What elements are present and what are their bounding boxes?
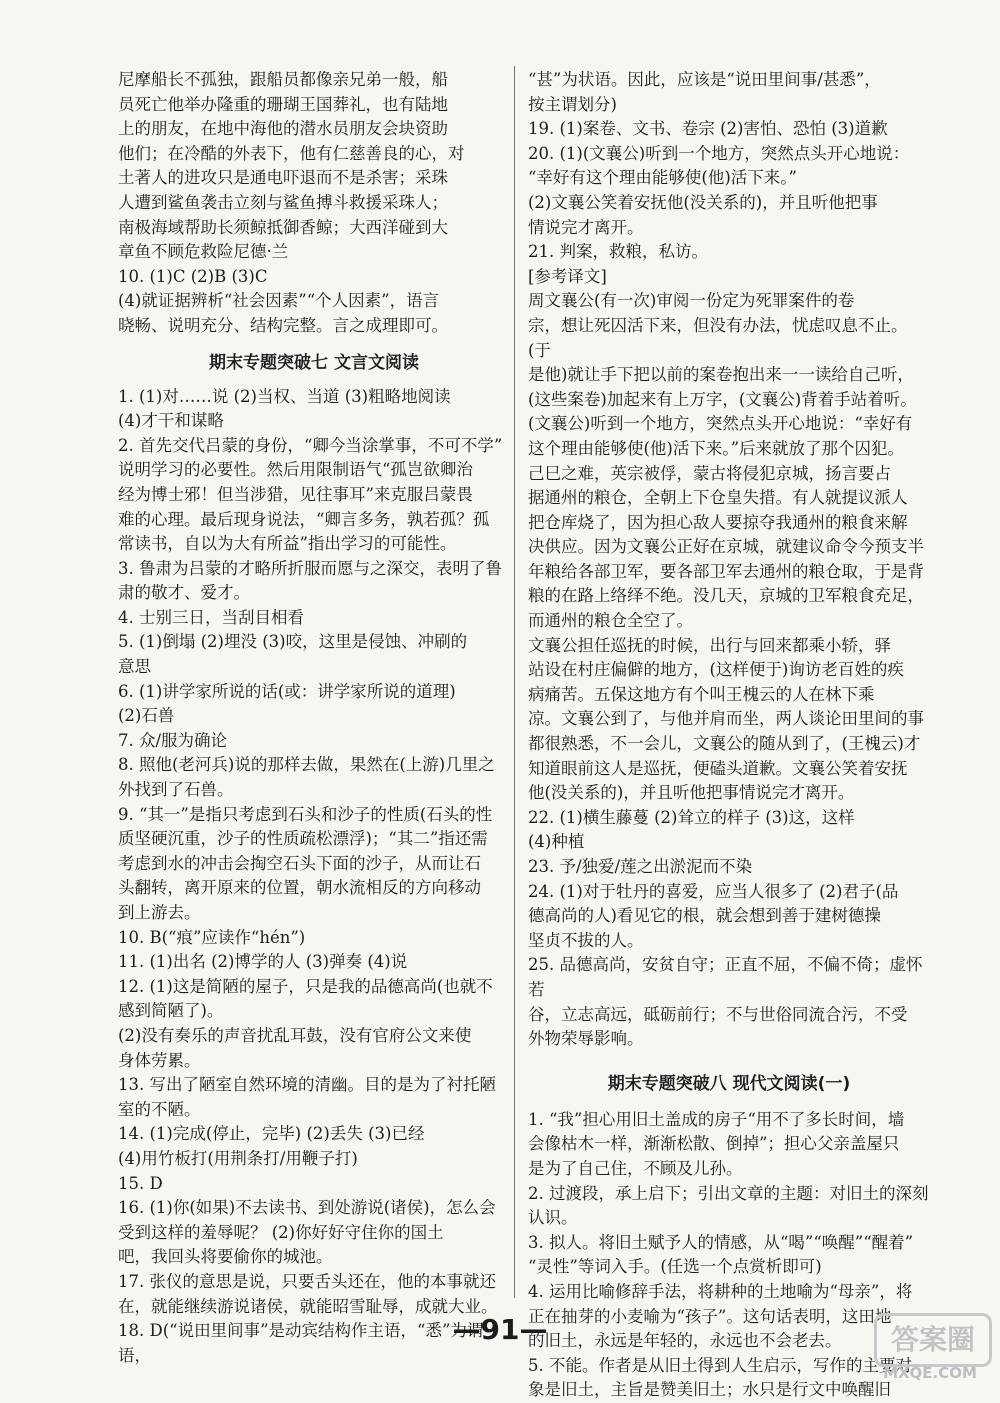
text-line: 南极海域帮助长须鲸抵御香鲸；大西洋碰到大 bbox=[118, 217, 448, 237]
text-line: 坚贞不拔的人。 bbox=[528, 930, 644, 950]
text-line: (2)没有奏乐的声音扰乱耳鼓，没有官府公文来使 bbox=[118, 1025, 472, 1045]
text-line: 他(没关系的)，并且听他把事情说完才离开。 bbox=[528, 783, 855, 803]
text-line: 据通州的粮仓，全朝上下仓皇失措。有人就提议派人 bbox=[528, 488, 908, 508]
text-line: 感到简陋了)。 bbox=[118, 1001, 224, 1021]
text-line: “甚”为状语。因此，应该是“说田里间事/甚悉”， bbox=[528, 70, 881, 89]
text-line: 4. 士别三日，当刮目相看 bbox=[118, 607, 304, 627]
text-line: 把仓库烧了，因为担心敌人要掠夺我通州的粮食来解 bbox=[528, 512, 908, 532]
text-line: 尼摩船长不孤独，跟船员都像亲兄弟一般，船 bbox=[118, 70, 448, 89]
right-column bbox=[528, 68, 930, 1403]
text-line: 是他)就让手下把以前的案卷抱出来一一读给自己听， bbox=[528, 365, 914, 385]
text-line: 都很熟悉，不一会儿，文襄公的随从到了，(王槐云)才 bbox=[528, 734, 921, 754]
text-line: 13. 写出了陋室自然环境的清幽。目的是为了衬托陋 bbox=[118, 1075, 496, 1095]
text-line: 按主谓划分) bbox=[528, 94, 617, 114]
text-line: 年粮给各部卫军，要各部卫军去通州的粮仓取，于是背 bbox=[528, 561, 924, 581]
text-line: (2)石兽 bbox=[118, 706, 175, 726]
text-line: 24. (1)对于牡丹的喜爱，应当人很多了 (2)君子(品 bbox=[528, 881, 899, 901]
text-line: 正在抽芽的小麦喻为“孩子”。这句话表明，这田地 bbox=[528, 1306, 892, 1326]
text-line: 10. (1)C (2)B (3)C bbox=[118, 266, 268, 286]
text-line: 14. (1)完成(停止，完毕) (2)丢失 (3)已经 bbox=[118, 1124, 425, 1144]
watermark-logo bbox=[874, 1313, 986, 1383]
text-line: 15. D bbox=[118, 1173, 163, 1193]
text-line: 的旧土，永远是年轻的，永远也不会老去。 bbox=[528, 1331, 842, 1351]
text-line: 象是旧土，主旨是赞美旧土；水只是行文中唤醒旧 bbox=[528, 1380, 891, 1400]
text-line: 粮的在路上络绎不绝。没几天，京城的卫军粮食充足， bbox=[528, 586, 924, 606]
text-line: (文襄公)听到一个地方，突然点头开心地说：“幸好有 bbox=[528, 414, 913, 434]
text-line: (4)种植 bbox=[528, 832, 585, 852]
text-line: 考虑到水的冲击会掏空石头下面的沙子，从而让石 bbox=[118, 853, 481, 873]
text-line: 9. “其一”是指只考虑到石头和沙子的性质(石头的性 bbox=[118, 804, 493, 824]
text-line: 经为博士邪！但当涉猎，见往事耳”来克服吕蒙畏 bbox=[118, 484, 473, 504]
text-line: 2. 过渡段，承上启下；引出文章的主题：对旧土的深刻 bbox=[528, 1183, 929, 1203]
text-line: 11. (1)出名 (2)博学的人 (3)弹奏 (4)说 bbox=[118, 952, 408, 972]
text-line: 他们；在冷酷的外表下，他有仁慈善良的心，对 bbox=[118, 143, 465, 163]
reference-label: [参考译文] bbox=[528, 266, 607, 286]
watermark-badge: 答案圈 bbox=[874, 1313, 992, 1367]
text-line: 站设在村庄偏僻的地方，(这样便于)询访老百姓的疾 bbox=[528, 660, 904, 680]
text-line: 21. 判案，救粮，私访。 bbox=[528, 242, 708, 262]
text-line: 17. 张仪的意思是说，只要舌头还在，他的本事就还 bbox=[118, 1271, 496, 1291]
text-line: 吧，我回头将要偷你的城池。 bbox=[118, 1247, 333, 1267]
text-line: 3. 鲁肃为吕蒙的才略所折服而愿与之深交，表明了鲁 bbox=[118, 558, 502, 578]
text-line: 1. (1)对……说 (2)当权、当道 (3)粗略地阅读 bbox=[118, 386, 451, 406]
text-line: 受到这样的羞辱呢？ (2)你好好守住你的国土 bbox=[118, 1222, 444, 1242]
text-line: (这些案卷)加起来有上万字，(文襄公)背着手站着听。 bbox=[528, 389, 917, 409]
text-line: 16. (1)你(如果)不去读书、到处游说(诸侯)，怎么会 bbox=[118, 1198, 496, 1218]
text-line: 情说完才离开。 bbox=[528, 217, 644, 237]
text-line: 难的心理。最后现身说法，“卿言多务，孰若孤？孤 bbox=[118, 509, 490, 529]
text-line: 认识。 bbox=[528, 1208, 578, 1228]
text-line: 22. (1)横生藤蔓 (2)耸立的样子 (3)这，这样 bbox=[528, 807, 855, 827]
text-line: 6. (1)讲学家所说的话(或：讲学家所说的道理) bbox=[118, 681, 456, 701]
text-line: 在，就能继续游说诸侯，就能昭雪耻辱，成就大业。 bbox=[118, 1296, 498, 1316]
text-line: 章鱼不顾危救险尼德·兰 bbox=[118, 242, 289, 262]
text-line: “幸好有这个理由能够使(他)活下来。” bbox=[528, 168, 797, 188]
text-line: (2)文襄公笑着安抚他(没关系的)，并且听他把事 bbox=[528, 192, 878, 212]
text-line: 知道眼前这人是巡抚，便磕头道歉。文襄公笑着安抚 bbox=[528, 758, 908, 778]
text-line: 质坚硬沉重，沙子的性质疏松漂浮)；“其二”指还需 bbox=[118, 829, 488, 849]
text-line: (4)才干和谋略 bbox=[118, 411, 224, 431]
text-line: 宗，想让死囚活下来，但没有办法，忧虑叹息不止。(于 bbox=[528, 315, 908, 360]
text-line: 上的朋友，在地中海他的潜水员朋友会块资助 bbox=[118, 119, 448, 139]
text-line: 外找到了石兽。 bbox=[118, 780, 234, 800]
text-line: 头翻转，离开原来的位置，朝水流相反的方向移动 bbox=[118, 878, 481, 898]
text-line: “灵性”等词入手。(任选一个点赏析即可) bbox=[528, 1257, 822, 1277]
text-line: 肃的敬才、爱才。 bbox=[118, 583, 250, 603]
text-line: 2. 首先交代吕蒙的身份，“卿今当涂掌事，不可不学” bbox=[118, 435, 503, 455]
text-line: 意思 bbox=[118, 657, 151, 677]
section-heading: 期末专题突破七 文言文阅读 bbox=[209, 352, 419, 373]
left-column bbox=[118, 68, 510, 1368]
text-line: 会像枯木一样，渐渐松散、倒掉”；担心父亲盖屋只 bbox=[528, 1134, 900, 1154]
text-line: 说明学习的必要性。然后用限制语气“孤岂欲卿治 bbox=[118, 460, 473, 480]
text-line: 是为了自己住，不顾及儿孙。 bbox=[528, 1158, 743, 1178]
text-line: 4. 运用比喻修辞手法，将耕种的土地喻为“母亲”，将 bbox=[528, 1281, 913, 1301]
text-line: 员死亡他举办隆重的珊瑚王国葬礼，也有陆地 bbox=[118, 94, 448, 114]
text-line: 凉。文襄公到了，与他并肩而坐，两人谈论田里间的事 bbox=[528, 709, 924, 729]
text-line: 土著人的进攻只是通电吓退而不是杀害；采珠 bbox=[118, 168, 448, 188]
text-line: 18. D(“说田里间事”是动宾结构作主语，“悉”为谓语， bbox=[118, 1321, 484, 1365]
text-line: 1. “我”担心用旧土盖成的房子“用不了多长时间，墙 bbox=[528, 1109, 905, 1129]
text-line: 20. (1)(文襄公)听到一个地方，突然点头开心地说： bbox=[528, 143, 910, 163]
text-line: (4)用竹板打(用荆条打/用鞭子打) bbox=[118, 1148, 358, 1168]
text-line: 3. 拟人。将旧土赋予人的情感，从“喝”“唤醒”“醒着” bbox=[528, 1232, 914, 1252]
page-number: —91— bbox=[452, 1313, 548, 1346]
text-line: 决供应。因为文襄公正好在京城，就建议命令今预支半 bbox=[528, 537, 924, 557]
text-line: 5. 不能。作者是从旧土得到人生启示，写作的主要对 bbox=[528, 1355, 912, 1375]
text-line: 常读书，自以为大有所益”指出学习的可能性。 bbox=[118, 534, 457, 554]
text-line: 人遭到鲨鱼袭击立刻与鲨鱼搏斗救援采珠人； bbox=[118, 192, 448, 212]
text-line: 到上游去。 bbox=[118, 903, 201, 922]
text-line: 这个理由能够使(他)活下来。”后来就放了那个囚犯。 bbox=[528, 438, 905, 458]
text-line: 己巳之难，英宗被俘，蒙古将侵犯京城，扬言要占 bbox=[528, 463, 891, 483]
column-divider bbox=[514, 66, 515, 1298]
text-line: 23. 予/独爱/莲之出淤泥而不染 bbox=[528, 857, 753, 876]
watermark-url: MXQE.COM bbox=[883, 1364, 977, 1382]
text-line: (4)就证据辨析“社会因素”“个人因素”，语言 bbox=[118, 291, 440, 311]
text-line: 文襄公担任巡抚的时候，出行与回来都乘小轿，驿 bbox=[528, 635, 891, 655]
text-line: 周文襄公(有一次)审阅一份定为死罪案件的卷 bbox=[528, 291, 855, 311]
text-line: 晓畅、说明充分、结构完整。言之成理即可。 bbox=[118, 315, 448, 335]
section-heading: 期末专题突破八 现代文阅读(一) bbox=[607, 1073, 851, 1094]
text-line: 德高尚的人)看见它的根，就会想到善于建树德操 bbox=[528, 906, 881, 926]
text-line: 室的不陋。 bbox=[118, 1099, 201, 1119]
text-line: 身体劳累。 bbox=[118, 1050, 201, 1070]
text-line: 病痛苦。五保这地方有个叫王槐云的人在林下乘 bbox=[528, 684, 875, 704]
text-line: 外物荣辱影响。 bbox=[528, 1029, 644, 1049]
text-line: 8. 照他(老河兵)说的那样去做，果然在(上游)几里之 bbox=[118, 755, 495, 775]
text-line: 12. (1)这是简陋的屋子，只是我的品德高尚(也就不 bbox=[118, 976, 493, 996]
text-line: 而通州的粮仓全空了。 bbox=[528, 611, 693, 631]
text-line: 19. (1)案卷、文书、卷宗 (2)害怕、恐怕 (3)道歉 bbox=[528, 119, 888, 139]
text-line: 10. B(“痕”应读作“hén”) bbox=[118, 927, 306, 947]
text-line: 谷，立志高远，砥砺前行；不与世俗同流合污，不受 bbox=[528, 1004, 908, 1024]
text-line: 25. 品德高尚，安贫自守；正直不屈，不偏不倚；虚怀若 bbox=[528, 955, 923, 999]
text-line: 5. (1)倒塌 (2)埋没 (3)咬，这里是侵蚀、冲刷的 bbox=[118, 632, 468, 652]
text-line: 7. 众/服为确论 bbox=[118, 730, 228, 750]
